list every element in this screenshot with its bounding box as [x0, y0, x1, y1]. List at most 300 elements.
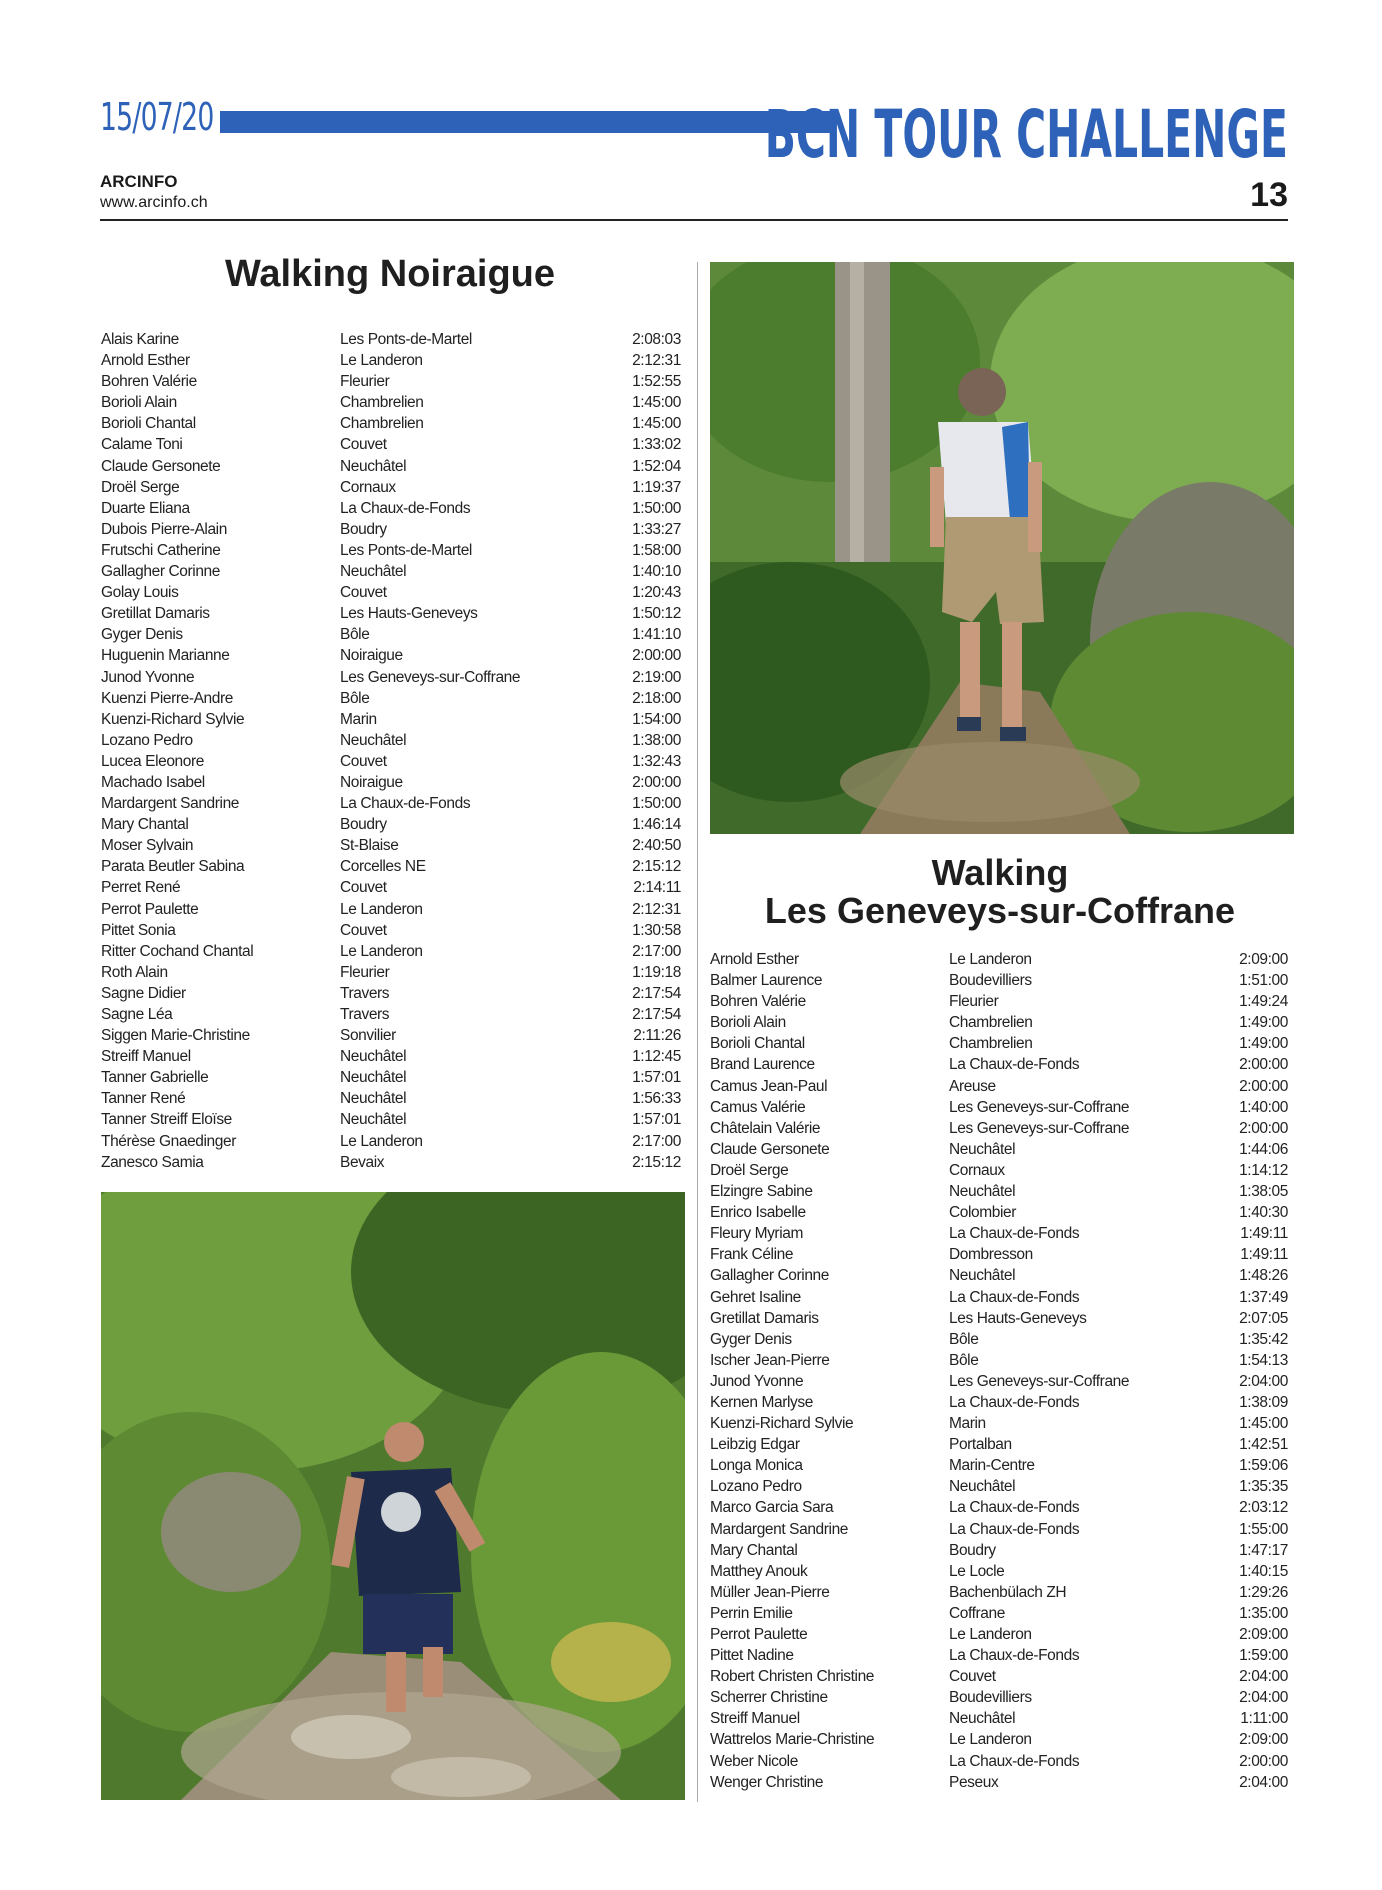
participant-locality: La Chaux-de-Fonds: [949, 1225, 1080, 1243]
participant-locality: Couvet: [340, 584, 387, 602]
participant-locality: Neuchâtel: [949, 1710, 1016, 1728]
participant-locality: Chambrelien: [340, 415, 424, 433]
result-row: [710, 1434, 1288, 1455]
participant-name: Parata Beutler Sabina: [101, 858, 245, 876]
result-row: [101, 519, 681, 540]
result-row: [710, 1265, 1288, 1286]
finish-time: 1:46:14: [632, 816, 681, 834]
finish-time: 2:15:12: [632, 1153, 681, 1171]
participant-locality: Bôle: [340, 689, 370, 707]
finish-time: 1:38:09: [1239, 1393, 1288, 1411]
finish-time: 1:12:45: [632, 1048, 681, 1066]
participant-name: Marco Garcia Sara: [710, 1499, 834, 1517]
result-row: [101, 371, 681, 392]
participant-name: Lozano Pedro: [101, 731, 193, 749]
finish-time: 2:00:00: [1239, 1077, 1288, 1095]
finish-time: 1:50:00: [632, 499, 681, 517]
participant-locality: Dombresson: [949, 1246, 1033, 1264]
participant-name: Perrot Paulette: [101, 900, 199, 918]
finish-time: 2:00:00: [632, 647, 681, 665]
participant-locality: Les Hauts-Geneveys: [340, 605, 478, 623]
participant-locality: La Chaux-de-Fonds: [949, 1056, 1080, 1074]
result-row: [710, 970, 1288, 991]
participant-name: Streiff Manuel: [710, 1710, 800, 1728]
participant-name: Borioli Chantal: [710, 1035, 805, 1053]
result-row: [710, 1118, 1288, 1139]
result-row: [101, 709, 681, 730]
finish-time: 1:49:11: [1240, 1225, 1288, 1243]
finish-time: 1:44:06: [1239, 1140, 1288, 1158]
result-row: [710, 1054, 1288, 1075]
result-row: [710, 1097, 1288, 1118]
participant-locality: Cornaux: [340, 478, 396, 496]
participant-locality: Bôle: [949, 1351, 979, 1369]
participant-name: Sagne Didier: [101, 984, 186, 1002]
noiraigue-results-list: [101, 329, 681, 1173]
result-row: [710, 1751, 1288, 1772]
participant-locality: Couvet: [340, 921, 387, 939]
participant-name: Wattrelos Marie-Christine: [710, 1731, 875, 1749]
participant-locality: Neuchâtel: [949, 1183, 1016, 1201]
website-link[interactable]: www.arcinfo.ch: [100, 194, 208, 211]
finish-time: 1:33:27: [632, 520, 681, 538]
finish-time: 2:00:00: [1239, 1056, 1288, 1074]
participant-name: Mardargent Sandrine: [101, 795, 240, 813]
participant-locality: Chambrelien: [340, 394, 424, 412]
participant-locality: Marin: [340, 710, 377, 728]
participant-locality: Boudevilliers: [949, 972, 1032, 990]
participant-name: Mardargent Sandrine: [710, 1520, 849, 1538]
participant-locality: Couvet: [340, 879, 387, 897]
participant-name: Tanner Streiff Eloïse: [101, 1111, 232, 1129]
geneveys-title-line2: Les Geneveys-sur-Coffrane: [764, 890, 1236, 931]
participant-name: Machado Isabel: [101, 773, 205, 791]
result-row: [710, 1708, 1288, 1729]
result-row: [101, 350, 681, 371]
finish-time: 1:57:01: [632, 1069, 681, 1087]
result-row: [101, 1067, 681, 1088]
finish-time: 1:11:00: [1240, 1710, 1288, 1728]
result-row: [101, 688, 681, 709]
participant-locality: Corcelles NE: [340, 858, 426, 876]
participant-locality: Le Locle: [949, 1562, 1005, 1580]
participant-name: Gretillat Damaris: [101, 605, 210, 623]
finish-time: 2:17:54: [632, 1006, 681, 1023]
participant-name: Enrico Isabelle: [710, 1204, 806, 1222]
finish-time: 2:03:12: [1239, 1499, 1288, 1517]
result-row: [710, 1223, 1288, 1244]
result-row: [101, 856, 681, 877]
participant-name: Gallagher Corinne: [710, 1267, 829, 1285]
result-row: [101, 1152, 681, 1173]
participant-name: Borioli Alain: [101, 394, 177, 412]
finish-time: 1:56:33: [632, 1090, 681, 1108]
finish-time: 1:35:35: [1239, 1478, 1288, 1496]
participant-locality: La Chaux-de-Fonds: [949, 1288, 1080, 1306]
result-row: [710, 1012, 1288, 1033]
participant-name: Elzingre Sabine: [710, 1183, 813, 1201]
participant-locality: Les Ponts-de-Martel: [340, 331, 472, 348]
result-row: [710, 1308, 1288, 1329]
participant-name: Camus Valérie: [710, 1098, 806, 1116]
finish-time: 2:17:54: [632, 984, 681, 1002]
finish-time: 2:04:00: [1239, 1773, 1288, 1791]
finish-time: 2:40:50: [632, 837, 681, 855]
result-row: [101, 1025, 681, 1046]
participant-locality: Fleurier: [340, 963, 390, 981]
participant-name: Roth Alain: [101, 963, 168, 981]
result-row: [101, 1004, 681, 1025]
finish-time: 1:58:00: [632, 541, 681, 559]
participant-name: Sagne Léa: [101, 1006, 173, 1023]
participant-locality: Neuchâtel: [340, 563, 407, 581]
participant-locality: Fleurier: [949, 993, 999, 1011]
finish-time: 2:09:00: [1239, 951, 1288, 968]
result-row: [101, 1109, 681, 1130]
participant-name: Arnold Esther: [710, 951, 799, 968]
result-row: [101, 899, 681, 920]
participant-name: Mary Chantal: [101, 816, 189, 834]
finish-time: 1:40:15: [1239, 1562, 1288, 1580]
participant-locality: Boudry: [949, 1541, 996, 1559]
participant-locality: Neuchâtel: [340, 457, 407, 475]
result-row: [710, 1413, 1288, 1434]
participant-name: Müller Jean-Pierre: [710, 1583, 830, 1601]
finish-time: 1:19:37: [632, 478, 681, 496]
result-row: [101, 814, 681, 835]
result-row: [710, 1603, 1288, 1624]
participant-name: Kuenzi Pierre-Andre: [101, 689, 233, 707]
participant-locality: Travers: [340, 1006, 390, 1023]
result-row: [101, 329, 681, 350]
participant-name: Huguenin Marianne: [101, 647, 230, 665]
participant-locality: Neuchâtel: [340, 731, 407, 749]
finish-time: 1:19:18: [632, 963, 681, 981]
participant-locality: Neuchâtel: [949, 1140, 1016, 1158]
result-row: [101, 456, 681, 477]
finish-time: 2:19:00: [632, 668, 681, 686]
participant-locality: Bevaix: [340, 1153, 385, 1171]
participant-locality: Chambrelien: [949, 1035, 1033, 1053]
participant-locality: Le Landeron: [340, 1132, 423, 1150]
finish-time: 1:37:49: [1239, 1288, 1288, 1306]
participant-name: Borioli Alain: [710, 1014, 786, 1032]
participant-name: Calame Toni: [101, 436, 183, 454]
finish-time: 1:49:11: [1240, 1246, 1288, 1264]
participant-name: Bohren Valérie: [710, 993, 806, 1011]
finish-time: 1:59:00: [1239, 1647, 1288, 1665]
participant-locality: Boudry: [340, 520, 387, 538]
participant-locality: La Chaux-de-Fonds: [949, 1520, 1080, 1538]
result-row: [710, 1455, 1288, 1476]
result-row: [101, 477, 681, 498]
result-row: [101, 772, 681, 793]
participant-locality: Areuse: [949, 1077, 996, 1095]
participant-name: Tanner René: [101, 1090, 186, 1108]
result-row: [710, 1582, 1288, 1603]
finish-time: 1:29:26: [1239, 1583, 1288, 1601]
participant-locality: Neuchâtel: [340, 1111, 407, 1129]
participant-name: Pittet Sonia: [101, 921, 176, 939]
result-row: [710, 1476, 1288, 1497]
finish-time: 2:08:03: [632, 331, 681, 348]
participant-locality: Neuchâtel: [340, 1048, 407, 1066]
finish-time: 1:35:42: [1239, 1330, 1288, 1348]
participant-name: Claude Gersonete: [101, 457, 221, 475]
finish-time: 2:00:00: [632, 773, 681, 791]
participant-locality: Bachenbülach ZH: [949, 1583, 1067, 1601]
result-row: [710, 1076, 1288, 1097]
participant-name: Thérèse Gnaedinger: [101, 1132, 236, 1150]
participant-name: Alais Karine: [101, 331, 179, 348]
participant-locality: La Chaux-de-Fonds: [949, 1393, 1080, 1411]
participant-name: Borioli Chantal: [101, 415, 196, 433]
finish-time: 2:04:00: [1239, 1689, 1288, 1707]
finish-time: 1:35:00: [1239, 1604, 1288, 1622]
result-row: [101, 645, 681, 666]
finish-time: 1:49:00: [1239, 1014, 1288, 1032]
participant-locality: Neuchâtel: [340, 1069, 407, 1087]
participant-locality: Travers: [340, 984, 390, 1002]
result-row: [101, 877, 681, 898]
finish-time: 1:50:12: [632, 605, 681, 623]
finish-time: 2:04:00: [1239, 1372, 1288, 1390]
participant-locality: Fleurier: [340, 373, 390, 391]
participant-name: Streiff Manuel: [101, 1048, 191, 1066]
result-row: [101, 1131, 681, 1152]
participant-name: Duarte Eliana: [101, 499, 190, 517]
finish-time: 1:47:17: [1239, 1541, 1288, 1559]
finish-time: 1:38:00: [632, 731, 681, 749]
participant-locality: La Chaux-de-Fonds: [949, 1752, 1080, 1770]
result-row: [710, 1329, 1288, 1350]
participant-name: Gallagher Corinne: [101, 563, 220, 581]
participant-name: Kernen Marlyse: [710, 1393, 813, 1411]
participant-locality: Noiraigue: [340, 647, 403, 665]
result-row: [710, 1561, 1288, 1582]
participant-locality: Le Landeron: [340, 352, 423, 370]
result-row: [710, 1519, 1288, 1540]
finish-time: 2:14:11: [633, 879, 681, 897]
participant-locality: Colombier: [949, 1204, 1017, 1222]
participant-name: Junod Yvonne: [101, 668, 195, 686]
result-row: [101, 920, 681, 941]
geneveys-results-list: [710, 949, 1288, 1793]
participant-name: Perrin Emilie: [710, 1604, 793, 1622]
result-row: [101, 603, 681, 624]
finish-time: 1:54:00: [632, 710, 681, 728]
participant-name: Junod Yvonne: [710, 1372, 804, 1390]
participant-locality: Neuchâtel: [340, 1090, 407, 1108]
participant-name: Leibzig Edgar: [710, 1436, 800, 1454]
result-row: [101, 751, 681, 772]
participant-name: Moser Sylvain: [101, 837, 194, 855]
result-row: [101, 498, 681, 519]
result-row: [710, 1666, 1288, 1687]
participant-locality: Boudevilliers: [949, 1689, 1032, 1707]
participant-locality: Les Geneveys-sur-Coffrane: [949, 1372, 1130, 1390]
result-row: [101, 962, 681, 983]
participant-name: Zanesco Samia: [101, 1153, 204, 1171]
participant-locality: Le Landeron: [340, 942, 423, 960]
participant-name: Fleury Myriam: [710, 1225, 803, 1243]
finish-time: 1:52:04: [632, 457, 681, 475]
participant-name: Pittet Nadine: [710, 1647, 794, 1665]
participant-name: Kuenzi-Richard Sylvie: [101, 710, 245, 728]
result-row: [101, 434, 681, 455]
participant-locality: Sonvilier: [340, 1027, 396, 1045]
result-row: [710, 1350, 1288, 1371]
participant-locality: St-Blaise: [340, 837, 399, 855]
result-row: [101, 941, 681, 962]
participant-locality: Coffrane: [949, 1604, 1005, 1622]
result-row: [710, 1687, 1288, 1708]
participant-name: Frutschi Catherine: [101, 541, 221, 559]
participant-locality: Le Landeron: [949, 1626, 1032, 1643]
result-row: [710, 1371, 1288, 1392]
participant-locality: Le Landeron: [949, 951, 1032, 968]
finish-time: 2:00:00: [1239, 1752, 1288, 1770]
result-row: [710, 1624, 1288, 1645]
result-row: [710, 1181, 1288, 1202]
result-row: [101, 582, 681, 603]
participant-locality: Neuchâtel: [949, 1267, 1016, 1285]
finish-time: 2:18:00: [632, 689, 681, 707]
participant-locality: Les Hauts-Geneveys: [949, 1309, 1087, 1327]
participant-locality: Neuchâtel: [949, 1478, 1016, 1496]
finish-time: 1:38:05: [1239, 1183, 1288, 1201]
participant-locality: Le Landeron: [340, 900, 423, 918]
result-row: [710, 1645, 1288, 1666]
participant-locality: Bôle: [340, 626, 370, 644]
finish-time: 2:17:00: [632, 1132, 681, 1150]
header-accent-bar: [220, 111, 836, 133]
result-row: [101, 730, 681, 751]
participant-locality: Couvet: [340, 436, 387, 454]
result-row: [101, 983, 681, 1004]
finish-time: 2:12:31: [632, 352, 681, 370]
finish-time: 1:41:10: [632, 626, 681, 644]
participant-locality: Les Ponts-de-Martel: [340, 541, 472, 559]
participant-name: Siggen Marie-Christine: [101, 1027, 250, 1045]
section-title: BCN TOUR CHALLENGE: [764, 96, 1288, 173]
result-row: [710, 1497, 1288, 1518]
result-row: [710, 1160, 1288, 1181]
result-row: [710, 1729, 1288, 1750]
participant-locality: Peseux: [949, 1773, 999, 1791]
participant-locality: Marin: [949, 1415, 986, 1433]
participant-name: Lozano Pedro: [710, 1478, 802, 1496]
participant-locality: La Chaux-de-Fonds: [340, 499, 471, 517]
participant-locality: Couvet: [340, 752, 387, 770]
finish-time: 2:09:00: [1239, 1626, 1288, 1643]
participant-name: Frank Céline: [710, 1246, 794, 1264]
noiraigue-title: Walking Noiraigue: [224, 253, 556, 295]
result-row: [710, 991, 1288, 1012]
participant-name: Matthey Anouk: [710, 1562, 808, 1580]
participant-name: Ischer Jean-Pierre: [710, 1351, 830, 1369]
participant-locality: Portalban: [949, 1436, 1012, 1454]
finish-time: 2:04:00: [1239, 1668, 1288, 1686]
issue-date: 15/07/20: [100, 95, 214, 139]
participant-name: Ritter Cochand Chantal: [101, 942, 254, 960]
participant-name: Tanner Gabrielle: [101, 1069, 209, 1087]
participant-locality: Cornaux: [949, 1161, 1005, 1179]
participant-name: Gehret Isaline: [710, 1288, 801, 1306]
participant-name: Balmer Laurence: [710, 972, 823, 990]
finish-time: 1:20:43: [632, 584, 681, 602]
photo-woman-hiking-forest: [710, 262, 1294, 834]
result-row: [101, 1046, 681, 1067]
participant-locality: La Chaux-de-Fonds: [949, 1647, 1080, 1665]
participant-locality: Bôle: [949, 1330, 979, 1348]
participant-name: Camus Jean-Paul: [710, 1077, 828, 1095]
participant-name: Brand Laurence: [710, 1056, 815, 1074]
finish-time: 1:33:02: [632, 436, 681, 454]
result-row: [710, 1244, 1288, 1265]
finish-time: 1:49:00: [1239, 1035, 1288, 1053]
result-row: [101, 1088, 681, 1109]
participant-name: Robert Christen Christine: [710, 1668, 875, 1686]
result-row: [710, 1772, 1288, 1793]
result-row: [101, 624, 681, 645]
finish-time: 2:11:26: [633, 1027, 681, 1045]
participant-name: Lucea Eleonore: [101, 752, 204, 770]
geneveys-title-line1: Walking: [931, 852, 1069, 893]
finish-time: 1:49:24: [1239, 993, 1288, 1011]
finish-time: 2:15:12: [632, 858, 681, 876]
result-row: [101, 793, 681, 814]
participant-locality: Les Geneveys-sur-Coffrane: [949, 1098, 1130, 1116]
participant-locality: Marin-Centre: [949, 1457, 1035, 1475]
finish-time: 1:30:58: [632, 921, 681, 939]
result-row: [101, 561, 681, 582]
result-row: [710, 1033, 1288, 1054]
participant-name: Bohren Valérie: [101, 373, 197, 391]
participant-locality: Les Geneveys-sur-Coffrane: [949, 1119, 1130, 1137]
result-row: [710, 1139, 1288, 1160]
finish-time: 1:45:00: [1239, 1415, 1288, 1433]
publication-name: ARCINFO: [100, 172, 178, 191]
finish-time: 1:51:00: [1239, 972, 1288, 990]
participant-name: Wenger Christine: [710, 1773, 824, 1791]
finish-time: 1:55:00: [1239, 1520, 1288, 1538]
participant-name: Gyger Denis: [710, 1330, 792, 1348]
participant-name: Perrot Paulette: [710, 1626, 808, 1643]
finish-time: 1:42:51: [1239, 1436, 1288, 1454]
participant-locality: Chambrelien: [949, 1014, 1033, 1032]
result-row: [710, 1287, 1288, 1308]
result-row: [101, 540, 681, 561]
participant-name: Gretillat Damaris: [710, 1309, 819, 1327]
participant-name: Mary Chantal: [710, 1541, 798, 1559]
result-row: [710, 1540, 1288, 1561]
finish-time: 1:57:01: [632, 1111, 681, 1129]
participant-name: Gyger Denis: [101, 626, 183, 644]
finish-time: 2:09:00: [1239, 1731, 1288, 1749]
finish-time: 1:54:13: [1239, 1351, 1288, 1369]
finish-time: 1:40:10: [632, 563, 681, 581]
result-row: [101, 835, 681, 856]
participant-locality: Les Geneveys-sur-Coffrane: [340, 668, 521, 686]
column-divider: [697, 262, 698, 1802]
participant-name: Golay Louis: [101, 584, 179, 602]
finish-time: 1:59:06: [1239, 1457, 1288, 1475]
participant-name: Kuenzi-Richard Sylvie: [710, 1415, 854, 1433]
result-row: [710, 1392, 1288, 1413]
participant-name: Scherrer Christine: [710, 1689, 828, 1707]
result-row: [101, 667, 681, 688]
